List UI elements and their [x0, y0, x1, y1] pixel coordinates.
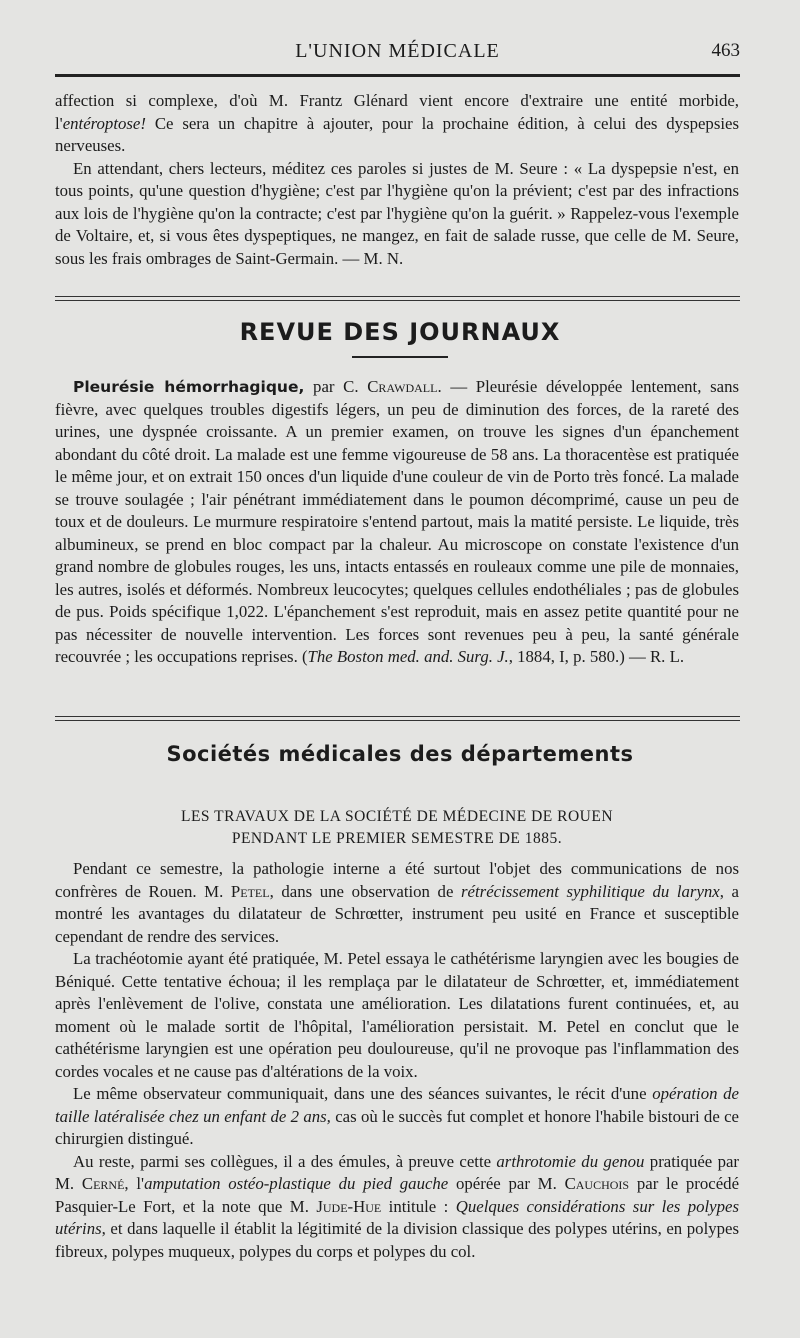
text-run: , l' [124, 1174, 145, 1193]
citation-journal: The Boston med. and. Surg. J. [307, 647, 509, 666]
article-title: Pleurésie hémorrhagique, [73, 378, 305, 396]
societes-paragraph-1 [55, 858, 739, 948]
italic-term: arthrotomie du genou [496, 1151, 645, 1171]
subheading-line-1: LES TRAVAUX DE LA SOCIÉTÉ DE MÉDECINE DE ROUEN [180, 808, 614, 825]
italic-term: Quelques considérations sur les polypes utérins [55, 1196, 739, 1238]
intro-paragraph-1 [55, 90, 739, 158]
text-run: pratiquée par M. [55, 1151, 740, 1193]
text-run: affection si complexe, d'où M. Frantz Glénard vient encore d'extraire une entité morbide, l' [55, 91, 739, 133]
citation-end: , 1884, I, p. 580.) — R. L. [508, 647, 685, 666]
text-run: Le même observateur communiquait, dans une des séances suivantes, le récit d'une [73, 1084, 653, 1103]
text-run: cas où le succès fut complet et honore l'habile bistouri de ce chirurgien distingué. [55, 1106, 739, 1148]
author-name: Cauchois [564, 1174, 630, 1193]
revue-article [55, 376, 739, 669]
author-name: Cerné [81, 1174, 125, 1193]
societes-paragraph-2: La trachéotomie ayant été pratiquée, M. Petel essaya le cathétérisme laryngien avec les bougies de Béniqué. Cette tentative échoua; il les remplaça par le dilatateur de Schrœtter, et, immédiatement après l'enlèvement de l'olive, constata une amélioration. Les dilatations furent continuées, et, au moment où le malade sortit de l'hôpital, l'amélioration persistait. M. Petel en conclut que le cathétérisme laryngien est une opération peu douloureuse, qu'il ne provoque pas l'inflammation des cordes vocales et ne cause pas d'altérations de la voix. [55, 949, 739, 1081]
author-name: Crawdall [367, 377, 438, 396]
italic-term: rétrécissement syphilitique du larynx [461, 881, 720, 901]
author-name: Jude-Hue [316, 1196, 382, 1216]
text-run: par le procédé Pasquier-Le Fort, et la note que M. [55, 1174, 740, 1216]
section-rule-bottom-2 [55, 720, 740, 721]
header-rule [55, 74, 740, 77]
intro-paragraph-2: En attendant, chers lecteurs, méditez ces paroles si justes de M. Seure : « La dyspepsie n'est, en tous points, qu'une question d'hygiène; c'est par l'hygiène qu'on la prévient; c'est par des infractions aux lois de l'hygiène qu'on la contracte; c'est par l'hygiène qu'on la guérit. » Rappelez-vous l'exemple de Voltaire, et, si vous êtes dyspeptiques, ne mangez, en fait de salade russe, que celle de M. Seure, sous les frais ombrages de Saint-Germain. — M. N. [55, 158, 739, 268]
section-rule-top [55, 296, 740, 297]
text-run: Ce sera un chapitre à ajouter, pour la prochaine édition, à celui des dyspepsies nerveuses. [55, 113, 739, 155]
text-run: opérée par M. [448, 1174, 565, 1193]
page-number: 463 [711, 40, 740, 61]
text-run: intitule : [381, 1196, 456, 1216]
societes-paragraph-3 [55, 1083, 739, 1151]
italic-term: opération de taille latéralisée chez un enfant de 2 ans, [55, 1084, 740, 1126]
report-subheading [55, 806, 739, 850]
text-run: Au reste, parmi ses collègues, il a des émules, à preuve cette [73, 1151, 497, 1171]
intro-text [55, 90, 739, 270]
section-rule-bottom [55, 300, 740, 301]
italic-term: amputation ostéo-plastique du pied gauche [144, 1174, 449, 1193]
heading-underline [352, 356, 448, 358]
author-name: Petel [230, 881, 270, 901]
subheading-line-2: PENDANT LE PREMIER SEMESTRE DE 1885. [231, 830, 563, 847]
societes-text [55, 858, 739, 1263]
text-run: , et dans laquelle il établit la légitimité de la division classique des polypes utérins, en polypes fibreux, polypes muqueux, polypes du corps et polypes du col. [55, 1219, 739, 1261]
text-run: , a montré les avantages du dilatateur de Schrœtter, instrument peu usité en France et susceptible cependant de rendre des services. [55, 881, 740, 946]
societes-paragraph-4 [55, 1151, 739, 1264]
societes-heading: Sociétés médicales des départements [166, 742, 634, 766]
italic-term: entéroptose! [62, 113, 146, 133]
journal-title: L'UNION MÉDICALE [295, 40, 500, 62]
article-body: . — Pleurésie développée lentement, sans fièvre, avec quelques troubles digestifs légers, un peu de diminution des forces, de la rareté des urines, une dyspnée croissante. A un premier examen, on trouve les signes d'un épanchement abondant du côté droit. La malade est une femme vigoureuse de 58 ans. La thoracentèse est pratiquée le même jour, et on extrait 150 onces d'un liquide d'une couleur de vin de Porto très foncé. La malade se trouve soulagée ; l'air pénétrant immédiatement dans le poumon décomprimé, cause un peu de toux et de douleurs. Le murmure respiratoire s'entend partout, mais la matité persiste. Le liquide, très albumineux, se prend en bloc compact par la chaleur. Au microscope on constate l'existence d'un grand nombre de globules rouges, les uns, intacts entassés en rouleaux comme une pile de monnaies, les autres, isolés et déformés. Nombreux leucocytes; quelques cellules endothéliales ; pas de globules de pus. Poids spécifique 1,022. L'épanchement s'est reproduit, mais en assez petite quantité pour ne pas nécessiter de nouvelle intervention. Les forces sont revenues peu à peu, la santé générale recouvrée ; les occupations reprises. ( [55, 377, 739, 666]
page-header [55, 38, 740, 68]
section-rule-top-2 [55, 716, 740, 717]
revue-heading: REVUE DES JOURNAUX [239, 318, 561, 346]
text-run: Pendant ce semestre, la pathologie interne a été surtout l'objet des communications de nos confrères de Rouen. M. [55, 859, 739, 901]
text-run: par C. [304, 377, 368, 396]
text-run: , dans une observation de [269, 881, 462, 901]
